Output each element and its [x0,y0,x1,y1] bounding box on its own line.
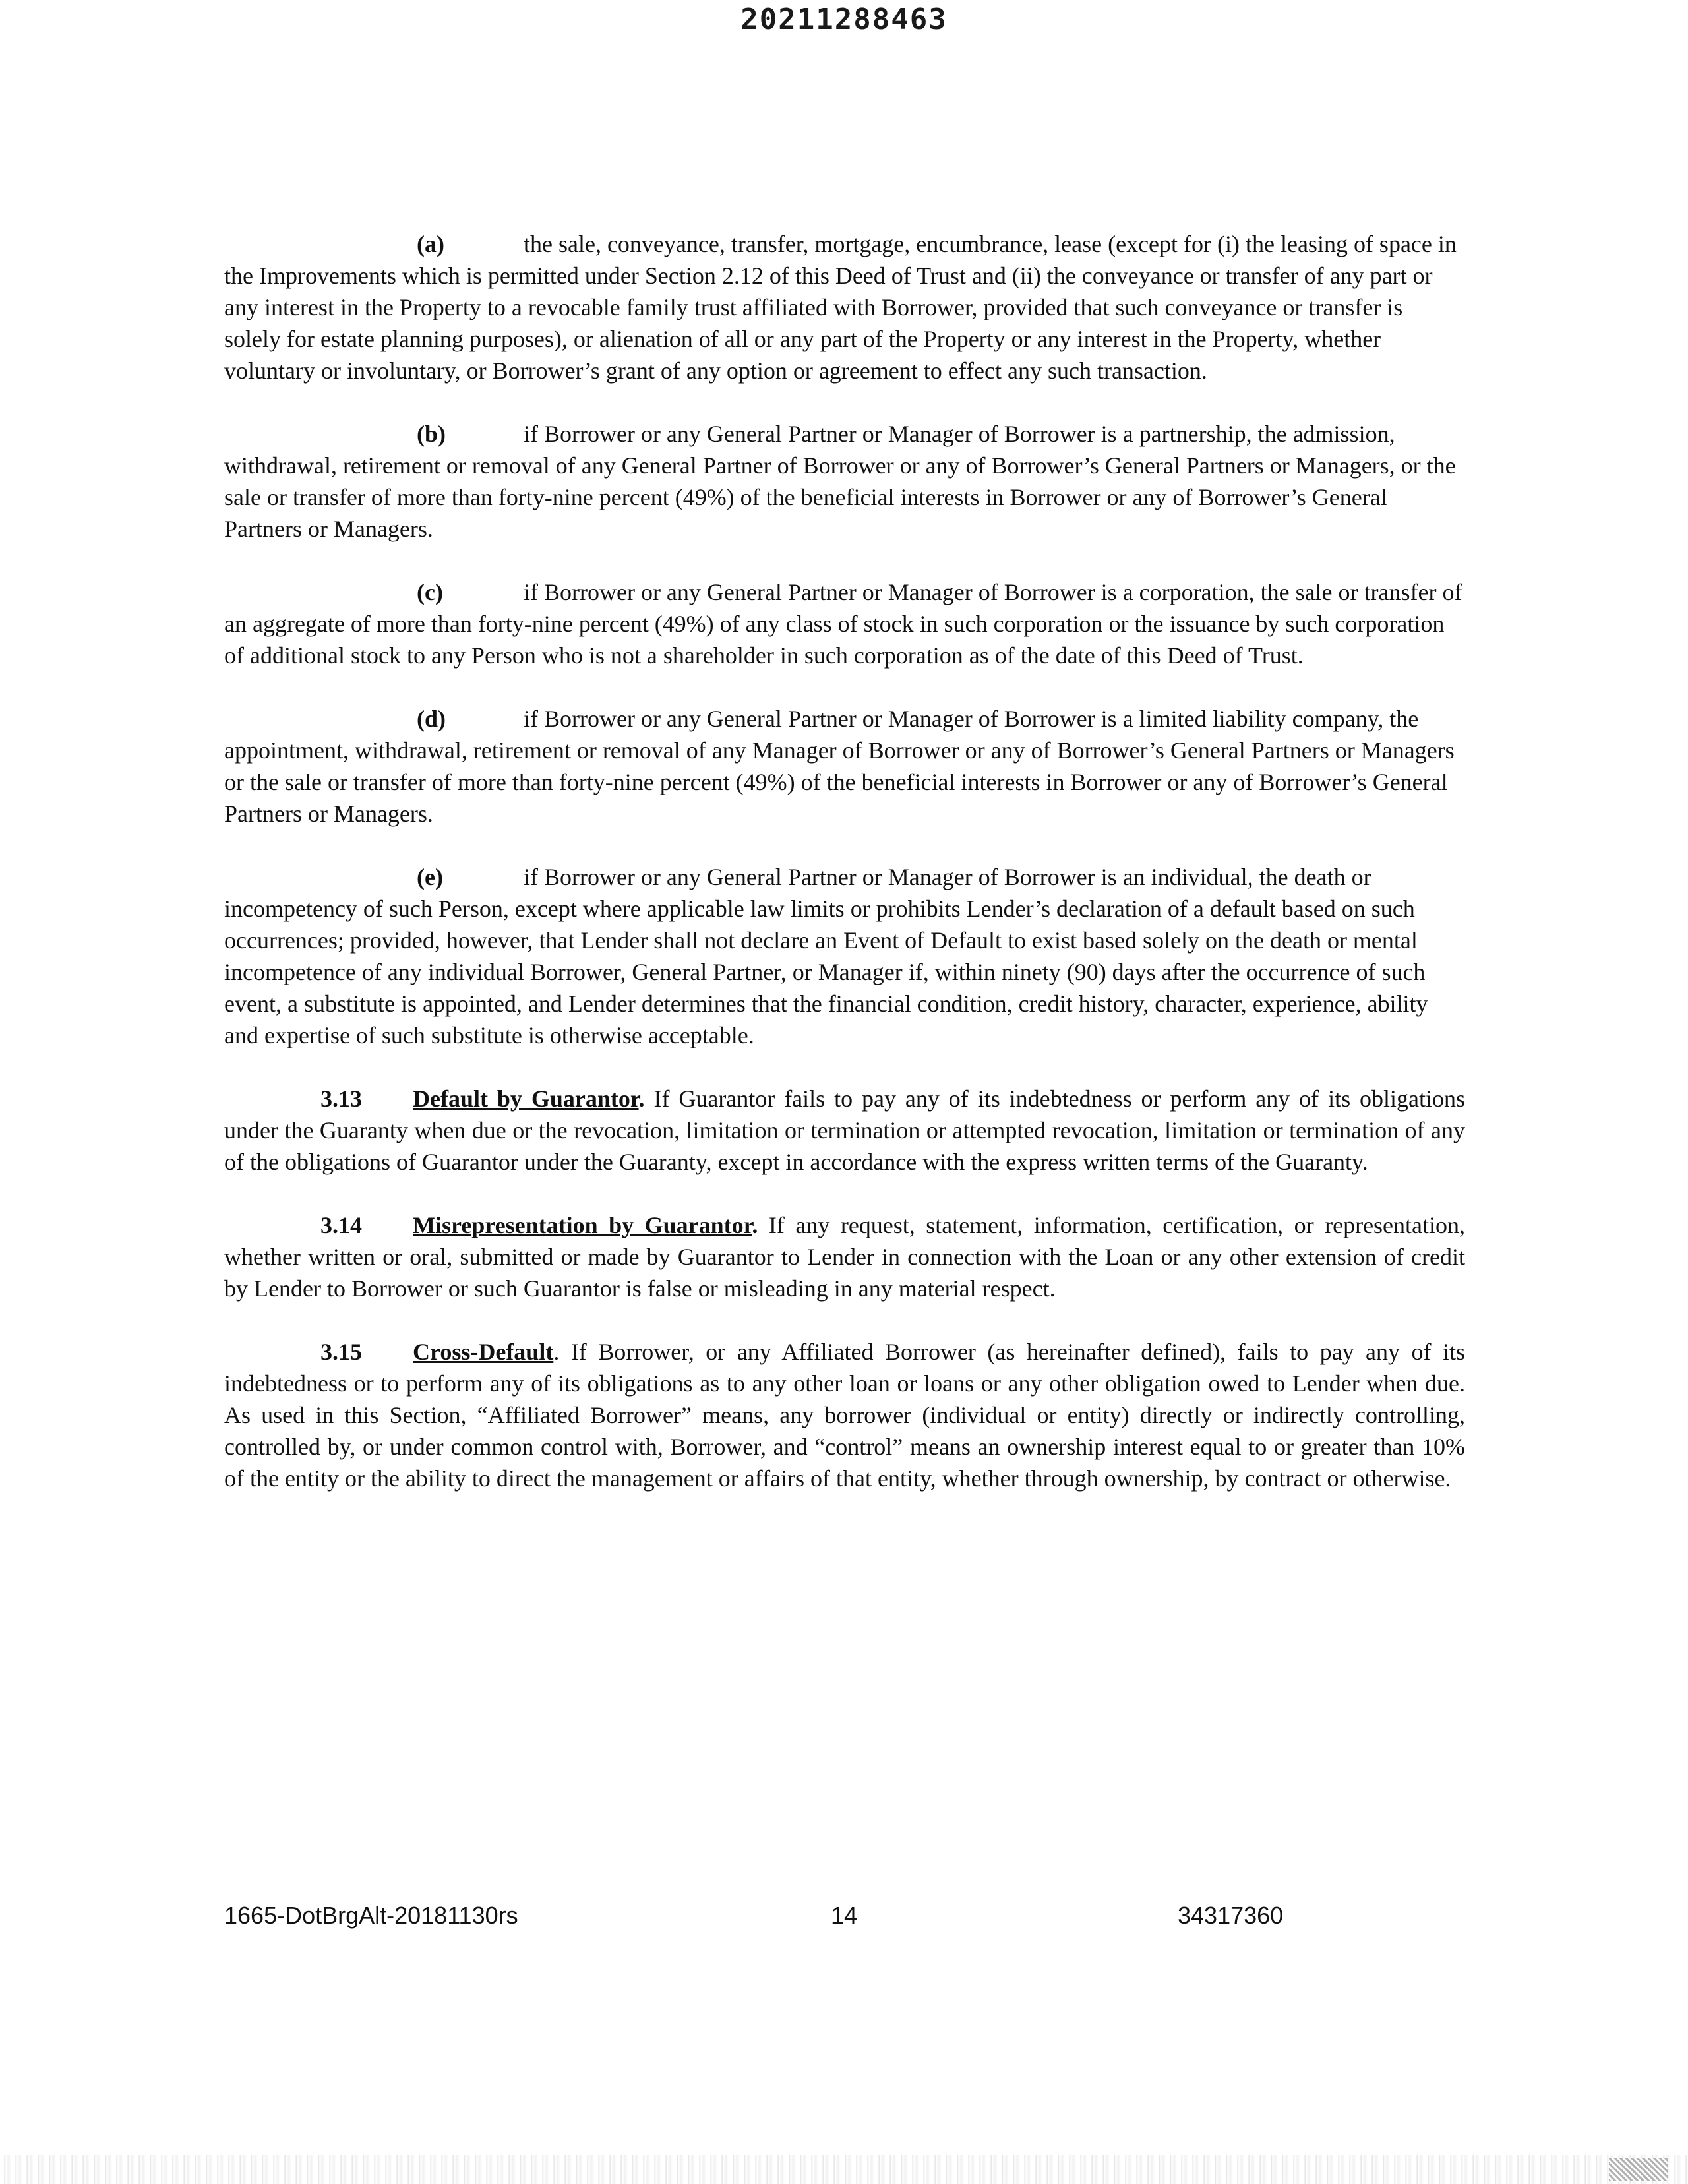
clause-label: (a) [417,231,444,257]
section-title-punct: . [638,1085,645,1112]
section-text: If Guarantor fails to pay any of its indebtedness or perform any of its obligations under the Guaranty when due or the revocation, limitation or termination or attempted revocation, limitation or termination of any of the obligations of Guarantor under the Guaranty, except in accordance with the express written terms of the Guaranty. [224,1085,1466,1175]
clause-a [224,228,1465,386]
scan-noise-strip [0,2155,1688,2184]
clause-text: if Borrower or any General Partner or Manager of Borrower is a limited liability company, the appointment, withdrawal, retirement or removal of any Manager of Borrower or any of Borrower’s General Partners or Managers or the sale or transfer of more than forty-nine percent (49%) of the beneficial interests in Borrower or any of Borrower’s General Partners or Managers. [224,706,1455,827]
footer-page-number: 14 [831,1902,858,1929]
section-3-15 [224,1336,1465,1494]
clause-b [224,418,1465,545]
document-number: 20211288463 [740,3,948,36]
section-number: 3.15 [320,1339,362,1365]
clause-text: if Borrower or any General Partner or Manager of Borrower is a corporation, the sale or transfer of an aggregate of more than forty-nine percent (49%) of any class of stock in such corporation or the issuance by such corporation of additional stock to any Person who is not a shareholder in such corporation as of the date of this Deed of Trust. [224,579,1462,669]
clause-c [224,576,1465,671]
section-text: If any request, statement, information, certification, or representation, whether written or oral, submitted or made by Guarantor to Lender in connection with the Loan or any other extension of credit by Lender to Borrower or such Guarantor is false or misleading in any material respect. [224,1212,1466,1302]
section-3-13 [224,1083,1465,1178]
clause-label: (e) [417,864,443,890]
footer-doc-code: 1665-DotBrgAlt-20181130rs [224,1902,518,1929]
clause-text: the sale, conveyance, transfer, mortgage, encumbrance, lease (except for (i) the leasing of space in the Improvements which is permitted under Section 2.12 of this Deed of Trust and (ii) the conveyance or transfer of any part or any interest in the Property to a revocable family trust affiliated with Borrower, provided that such conveyance or transfer is solely for estate planning purposes), or alienation of all or any part of the Property or any interest in the Property, whether voluntary or involuntary, or Borrower’s grant of any option or agreement to effect any such transaction. [224,231,1457,384]
clause-text: if Borrower or any General Partner or Manager of Borrower is a partnership, the admission, withdrawal, retirement or removal of any General Partner of Borrower or any of Borrower’s General Partners or Managers, or the sale or transfer of more than forty-nine percent (49%) of the beneficial interests in Borrower or any of Borrower’s General Partners or Managers. [224,421,1456,542]
clause-label: (b) [417,421,446,447]
clause-e [224,861,1465,1051]
clause-text: if Borrower or any General Partner or Manager of Borrower is an individual, the death or incompetency of such Person, except where applicable law limits or prohibits Lender’s declaration of a default based on such occurrences; provided, however, that Lender shall not declare an Event of Default to exist based solely on the death or mental incompetence of any individual Borrower, General Partner, or Manager if, within ninety (90) days after the occurrence of such event, a substitute is appointed, and Lender determines that the financial condition, credit history, character, experience, ability and expertise of such substitute is otherwise acceptable. [224,864,1428,1048]
section-number: 3.14 [320,1212,362,1238]
section-title: Cross-Default [413,1339,554,1365]
clause-label: (d) [417,706,446,732]
scan-mark [1609,2158,1668,2181]
clause-d [224,703,1465,830]
section-3-14 [224,1209,1465,1304]
section-number: 3.13 [320,1085,362,1112]
section-text: If Borrower, or any Affiliated Borrower (as hereinafter defined), fails to pay any of its indebtedness or to perform any of its obligations as to any other loan or loans or any other obligation owed to Lender when due. As used in this Section, “Affiliated Borrower” means, any borrower (individual or entity) directly or indirectly controlling, controlled by, or under common control with, Borrower, and “control” means an ownership interest equal to or greater than 10% of the entity or the ability to direct the management or affairs of that entity, whether through ownership, by contract or otherwise. [224,1339,1465,1492]
section-title-punct: . [553,1339,560,1365]
section-title-punct: . [752,1212,758,1238]
document-body [224,228,1465,1526]
clause-label: (c) [417,579,443,605]
section-title: Default by Guarantor [413,1085,639,1112]
section-title: Misrepresentation by Guarantor [413,1212,752,1238]
footer-file-number: 34317360 [1178,1902,1284,1929]
